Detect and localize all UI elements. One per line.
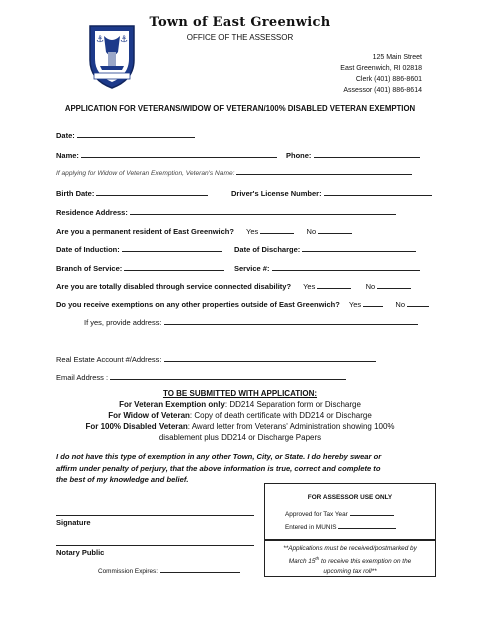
name-label: Name: [56,151,79,160]
commission-expires-field[interactable] [160,572,240,573]
deadline-note-line [265,554,435,567]
if-yes-label: If yes, provide address: [84,318,162,327]
widow-requirement-label: For Widow of Veteran [108,411,190,420]
affirmation-line: affirm under penalty of perjury, that the above information is true, correct and complete to [56,463,381,473]
date-field[interactable] [77,137,195,138]
drivers-license-label: Driver's License Number: [231,189,322,198]
date-of-discharge-label: Date of Discharge: [234,245,301,254]
deadline-note-line: **Applications must be received/postmarked by [283,545,417,552]
veteran-requirement-label: For Veteran Exemption only [119,400,225,409]
email-address-label: Email Address : [56,373,109,382]
address-line: 125 Main Street [372,54,422,61]
approved-tax-year-label: Approved for Tax Year [285,511,348,518]
branch-of-service-label: Branch of Service: [56,264,123,273]
disabled-requirement-text: : Award letter from Veterans' Administration showing 100% [187,422,395,431]
disabled-requirement [0,422,480,431]
email-address-field[interactable] [110,379,346,380]
entered-munis-label: Entered in MUNIS [285,524,337,531]
address-block [340,52,422,96]
residence-address-field[interactable] [130,214,396,215]
address-line: Clerk (401) 886-8601 [355,76,422,83]
disabled-requirement-label: For 100% Disabled Veteran [85,422,188,431]
office-title: OFFICE OF THE ASSESSOR [186,33,294,42]
other-address-field[interactable] [164,324,418,325]
assessor-use-box [264,483,436,541]
no-label: No [365,282,376,291]
phone-field[interactable] [314,157,420,158]
drivers-license-field[interactable] [324,195,432,196]
birth-date-field[interactable] [96,195,208,196]
date-label: Date: [56,131,75,140]
assessor-note-box [264,539,436,577]
commission-expires-label: Commission Expires: [98,568,159,575]
address-line: East Greenwich, RI 02818 [340,65,422,72]
widow-note-label: If applying for Widow of Veteran Exemption, Veteran's Name: [56,170,235,177]
service-number-label: Service #: [234,264,270,273]
veteran-requirement-text: : DD214 Separation form or Discharge [224,400,361,409]
signature-label: Signature [56,518,91,527]
date-of-induction-field[interactable] [122,251,222,252]
disabled-yes-field[interactable] [317,288,351,289]
form-title: APPLICATION FOR VETERANS/WIDOW OF VETERAN/100% DISABLED VETERAN EXEMPTION [64,104,416,113]
real-estate-account-field[interactable] [164,361,376,362]
affirmation-text [56,451,381,486]
widow-requirement [0,411,480,420]
other-properties-question: Do you receive exemptions on any other properties outside of East Greenwich? [56,300,340,309]
deadline-note-text: to receive this exemption on the [319,558,412,566]
resident-no-field[interactable] [318,233,352,234]
service-number-field[interactable] [272,270,420,271]
widow-requirement-text: : Copy of death certificate with DD214 or Discharge [189,411,372,420]
residence-address-label: Residence Address: [56,208,128,217]
town-name: Town of East Greenwich [149,15,331,30]
birth-date-label: Birth Date: [56,189,95,198]
no-label: No [395,300,405,309]
other-yes-field[interactable] [363,306,383,307]
real-estate-account-label: Real Estate Account #/Address: [56,355,162,364]
date-of-discharge-field[interactable] [302,251,416,252]
veteran-name-field[interactable] [236,174,412,175]
svg-text:⚓: ⚓ [96,35,105,45]
resident-yes-field[interactable] [260,233,294,234]
submission-heading: TO BE SUBMITTED WITH APPLICATION: [162,389,318,398]
branch-of-service-field[interactable] [124,270,224,271]
permanent-resident-question: Are you a permanent resident of East Greenwich? [56,227,234,236]
affirmation-line: I do not have this type of exemption in any other Town, City, or State. I do hereby swear or [56,452,382,461]
deadline-note-line: upcoming tax roll** [323,568,377,576]
assessor-box-heading: FOR ASSESSOR USE ONLY [307,494,393,501]
disabled-no-field[interactable] [377,288,411,289]
yes-label: Yes [303,282,316,291]
approved-tax-year-field[interactable] [350,515,394,516]
address-line: Assessor (401) 886-8614 [343,87,422,94]
affirmation-line: the best of my knowledge and belief. [56,475,189,484]
yes-label: Yes [246,227,259,236]
deadline-date: March 15 [288,558,316,566]
deadline-date-suffix: th [315,556,320,561]
notary-line[interactable] [56,545,254,546]
other-no-field[interactable] [407,306,429,307]
veteran-requirement [0,400,480,409]
notary-label: Notary Public [56,548,105,557]
disabled-question: Are you are totally disabled through service connected disability? [56,282,292,291]
no-label: No [306,227,317,236]
entered-munis-field[interactable] [338,528,396,529]
svg-text:⚓: ⚓ [120,35,129,45]
yes-label: Yes [348,300,362,309]
signature-line[interactable] [56,515,254,516]
date-of-induction-label: Date of Induction: [56,245,120,254]
disabled-requirement-continued: disablement plus DD214 or Discharge Papers [158,433,322,442]
phone-label: Phone: [286,151,312,160]
name-field[interactable] [81,157,277,158]
